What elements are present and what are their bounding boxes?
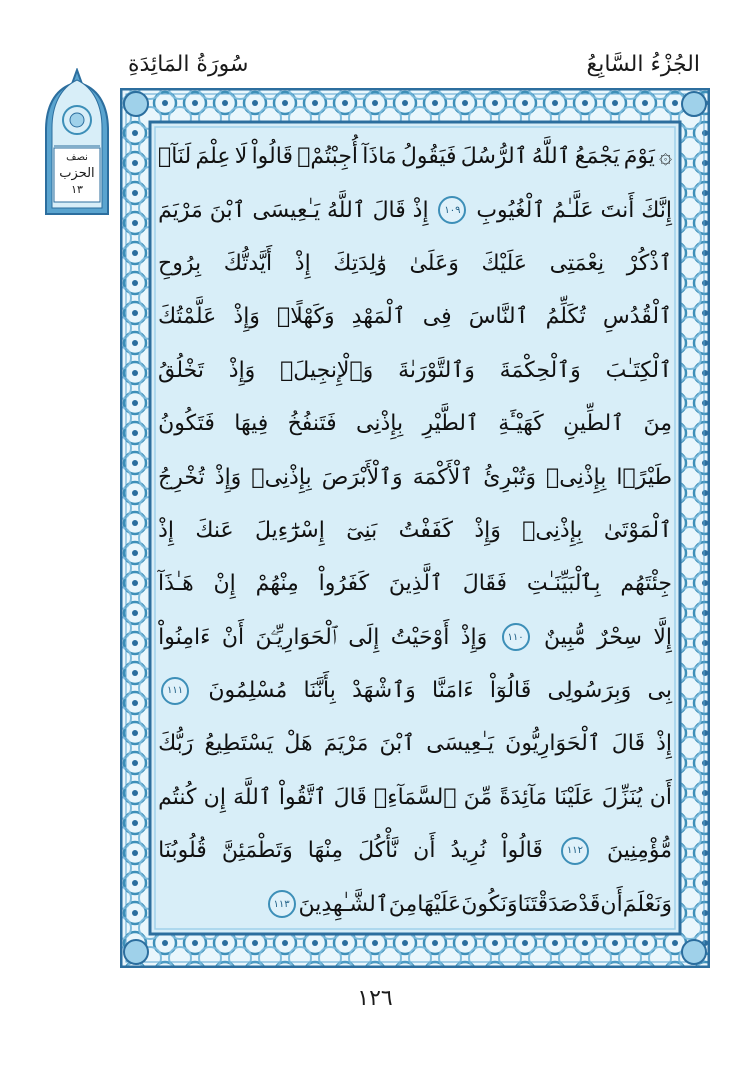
verse-word: أَن [649,784,672,810]
verse-word: بِإِذْنِىۖ [251,464,312,490]
verse-word: وَٱلْحِكْمَةَ [499,357,581,383]
verse-word: يَسْتَطِيعُ [204,731,274,757]
verse-word: وَكَهْلًاۖ [277,304,335,330]
verse-word: إِلَى [348,624,380,650]
verse-word: ٱلْحَوَارِيُّونَ [505,731,601,757]
verse-word: قَالَ [333,784,367,810]
verse-word: ٱلرُّسُلَ [460,144,528,170]
verse-word: بِإِذْنِىۖ [546,464,607,490]
verse-word: مَرْيَمَ [323,731,369,757]
ayah-number-marker: ١١٣ [268,890,296,918]
verse-word: أَيَّدتُّكَ [223,250,273,276]
verse-word: وَتُبْرِئُ [483,464,536,490]
page-number: ١٢٦ [357,986,393,1011]
verse-word: رَبُّكَ [158,731,194,757]
verse-word: ٱلْحَوَارِيِّـۧنَ [255,624,337,650]
ayah-number-marker: ١١٠ [502,623,530,651]
verse-line [158,664,672,717]
verse-word: إِذْ [656,731,672,757]
verse-word: فِيهَا [234,411,269,437]
verse-word: جِئْتَهُم [620,571,672,597]
verse-word: ٱبْنَ [379,731,416,757]
verse-word: وَٱلتَّوْرَىٰةَ [398,357,475,383]
verse-word: ٱلسَّمَآءِۖ [374,784,457,810]
verse-word: ٱلْكِتَـٰبَ [605,357,672,383]
verse-word: يَجْمَعُ [574,144,620,170]
verse-word: مَآئِدَةً [499,784,548,810]
verse-word: إِن [203,784,226,810]
hizb-marker-text [42,150,112,198]
verse-word: كَفَرُواْ [318,571,370,597]
verse-word: وَتَطْمَئِنَّ [221,838,293,864]
verse-word: قَالَ [372,197,406,223]
verse-word: هَـٰذَآ [158,571,194,597]
verse-word: هَلْ [284,731,313,757]
ayah-number-marker: ١٠٩ [438,196,466,224]
verse-word: وَٱشْهَدْ [352,678,416,704]
verse-word: يَـٰعِيسَى [252,197,321,223]
verse-line [158,183,672,236]
verse-word: بِٱلْبَيِّنَـٰتِ [526,571,601,597]
verse-word: مِنْهُمْ [255,571,299,597]
verse-word: وَبِرَسُولِى [547,678,632,704]
verse-word: فَيَقُولُ [400,144,457,170]
verse-word: بِى [647,678,672,704]
verse-line [158,504,672,557]
verse-word: ٱلطَّيْرِ [422,411,479,437]
verse-line [158,450,672,503]
verse-word: أُجِبْتُمْۖ [297,144,359,170]
verse-word: ٱلْغُيُوبِ [476,197,546,223]
verse-word: مِنْهَا [307,838,344,864]
verse-word: نُرِيدُ [450,838,487,864]
verse-line [158,717,672,770]
verse-word: عَنكَ [195,517,234,543]
verse-word: وَٰلِدَتِكَ [333,250,387,276]
verse-word: ٱلشَّـٰهِدِينَ [298,891,389,917]
verse-word: وَإِذْ [233,304,260,330]
verse-word: مَرْيَمَ [158,197,203,223]
verse-word: بِأَنَّنَا [303,678,336,704]
verse-word: عِلْمَ [195,144,231,170]
verse-word: تُخْرِجُ [158,464,205,490]
surah-header: سُورَةُ المَائِدَةِ [128,52,249,77]
verse-word: ٱلطِّينِ [563,411,625,437]
verse-word: إِنْ [213,571,236,597]
verse-word: يُنَزِّلَ [601,784,643,810]
verse-word: ٱلْمَوْتَىٰ [603,517,672,543]
verse-word: قَالَ [611,731,645,757]
verse-word: كَهَيْـَٔةِ [498,411,544,437]
verse-word: ٱلْأَكْمَهَ [412,464,474,490]
verse-word: ٱللَّهَ [233,784,272,810]
verse-word: بِإِذْنِىۖ [522,517,583,543]
verse-line [158,237,672,290]
verse-word: إِلَّا [653,624,672,650]
verse-word: إِذْ [158,517,175,543]
verse-word: ٱللَّهُ [327,197,366,223]
verse-word: إِذْ [294,250,311,276]
verse-word: مَاذَآ [362,144,397,170]
verse-line [158,824,672,877]
verse-line [158,557,672,610]
verse-word: قَدْ [578,891,601,917]
verse-word: لَنَآۖ [158,144,192,170]
verse-word: ءَامِنُواْ [158,624,211,650]
ayah-number-marker: ١١٢ [561,837,589,865]
verse-word: يَوْمَ [623,144,655,170]
verse-word: وَإِذْ [214,464,242,490]
verse-word: مِّنَ [463,784,493,810]
verse-word: أَن [600,891,623,917]
verse-line [158,344,672,397]
juz-header: الجُزْءُ السَّابِعُ [586,52,700,77]
verse-word: ٱتَّقُواْ [278,784,327,810]
verse-line [158,290,672,343]
verse-word: ٱلَّذِينَ [388,571,443,597]
verse-line [158,611,672,664]
verse-word: كُنتُم [158,784,197,810]
verse-word: صَدَقْتَنَا [517,891,579,917]
verse-word: فَتَنفُخُ [287,411,337,437]
verse-word: نَّأْكُلَ [358,838,399,864]
verse-word: طَيْرًۢا [616,464,672,490]
verse-line [158,397,672,450]
verse-word: قُلُوبُنَا [158,838,207,864]
verse-word: عَلَّمْتُكَ [158,304,217,330]
verse-word: عَلَّـٰمُ [552,197,594,223]
verse-word: نِعْمَتِى [549,250,605,276]
verse-word: مُسْلِمُونَ [208,678,288,704]
verse-word: قَالُوٓاْ [489,678,532,704]
verse-word: بَنِىٓ [346,517,378,543]
verse-word: وَإِذْ [228,357,256,383]
verse-word: أَنْ [221,624,245,650]
verse-word: وَٱلْأَبْرَصَ [321,464,403,490]
verse-word: أَوْحَيْتُ [390,624,450,650]
verse-word: ٱللَّهُ [531,144,571,170]
ayah-number-marker: ١١١ [161,677,189,705]
verse-word: ٱلنَّاسَ [468,304,529,330]
verse-word: مُّؤْمِنِينَ [607,838,672,864]
verse-line [158,771,672,824]
verse-word: بِرُوحِ [158,250,202,276]
verse-word: فَتَكُونُ [158,411,215,437]
verse-word: ٱلْقُدُسِ [602,304,672,330]
verse-word: وَٱلْإِنجِيلَۖ [280,357,374,383]
verse-word: لَا [234,144,248,170]
verse-word: وَإِذْ [460,624,488,650]
verse-word: عَلَيْكَ [481,250,528,276]
verse-word: ٱلْمَهْدِ [351,304,406,330]
verse-word: فَقَالَ [462,571,508,597]
verse-word: تَخْلُقُ [158,357,204,383]
verse-word: وَنَعْلَمَ [622,891,672,917]
verse-word: ۞ [659,144,672,170]
verse-word: بِإِذْنِى [356,411,404,437]
verse-word: إِذْ [412,197,429,223]
verse-word: أَن [413,838,436,864]
verse-word: عَلَيْهَا [417,891,462,917]
verse-word: مِنَ [388,891,418,917]
verse-word: قَالُواْ [501,838,543,864]
verse-word: إِسْرَٰٓءِيلَ [255,517,325,543]
verse-word: مُّبِينٌ [543,624,586,650]
quran-text-area [158,130,672,932]
verse-word: فِى [422,304,452,330]
verse-line [158,130,672,183]
verse-word: تُكَلِّمُ [545,304,586,330]
verse-word: وَإِذْ [474,517,501,543]
verse-word: وَعَلَىٰ [409,250,459,276]
hizb-label-half: نصف [66,152,88,163]
verse-word: كَفَفْتُ [398,517,453,543]
verse-word: وَنَكُونَ [461,891,518,917]
verse-word: أَنتَ [600,197,635,223]
verse-word: ءَامَنَّا [432,678,474,704]
verse-word: مِنَ [643,411,672,437]
verse-word: ٱبْنَ [209,197,246,223]
verse-word: يَـٰعِيسَى [426,731,495,757]
verse-line [158,877,672,930]
verse-word: عَلَيْنَا [554,784,595,810]
hizb-label-number: ١٣ [71,183,83,196]
hizb-label-hizb: الحزب [59,166,95,181]
verse-word: قَالُواْ [251,144,293,170]
verse-word: سِحْرٌ [597,624,642,650]
verse-word: إِنَّكَ [641,197,672,223]
verse-word: ٱذْكُرْ [626,250,672,276]
